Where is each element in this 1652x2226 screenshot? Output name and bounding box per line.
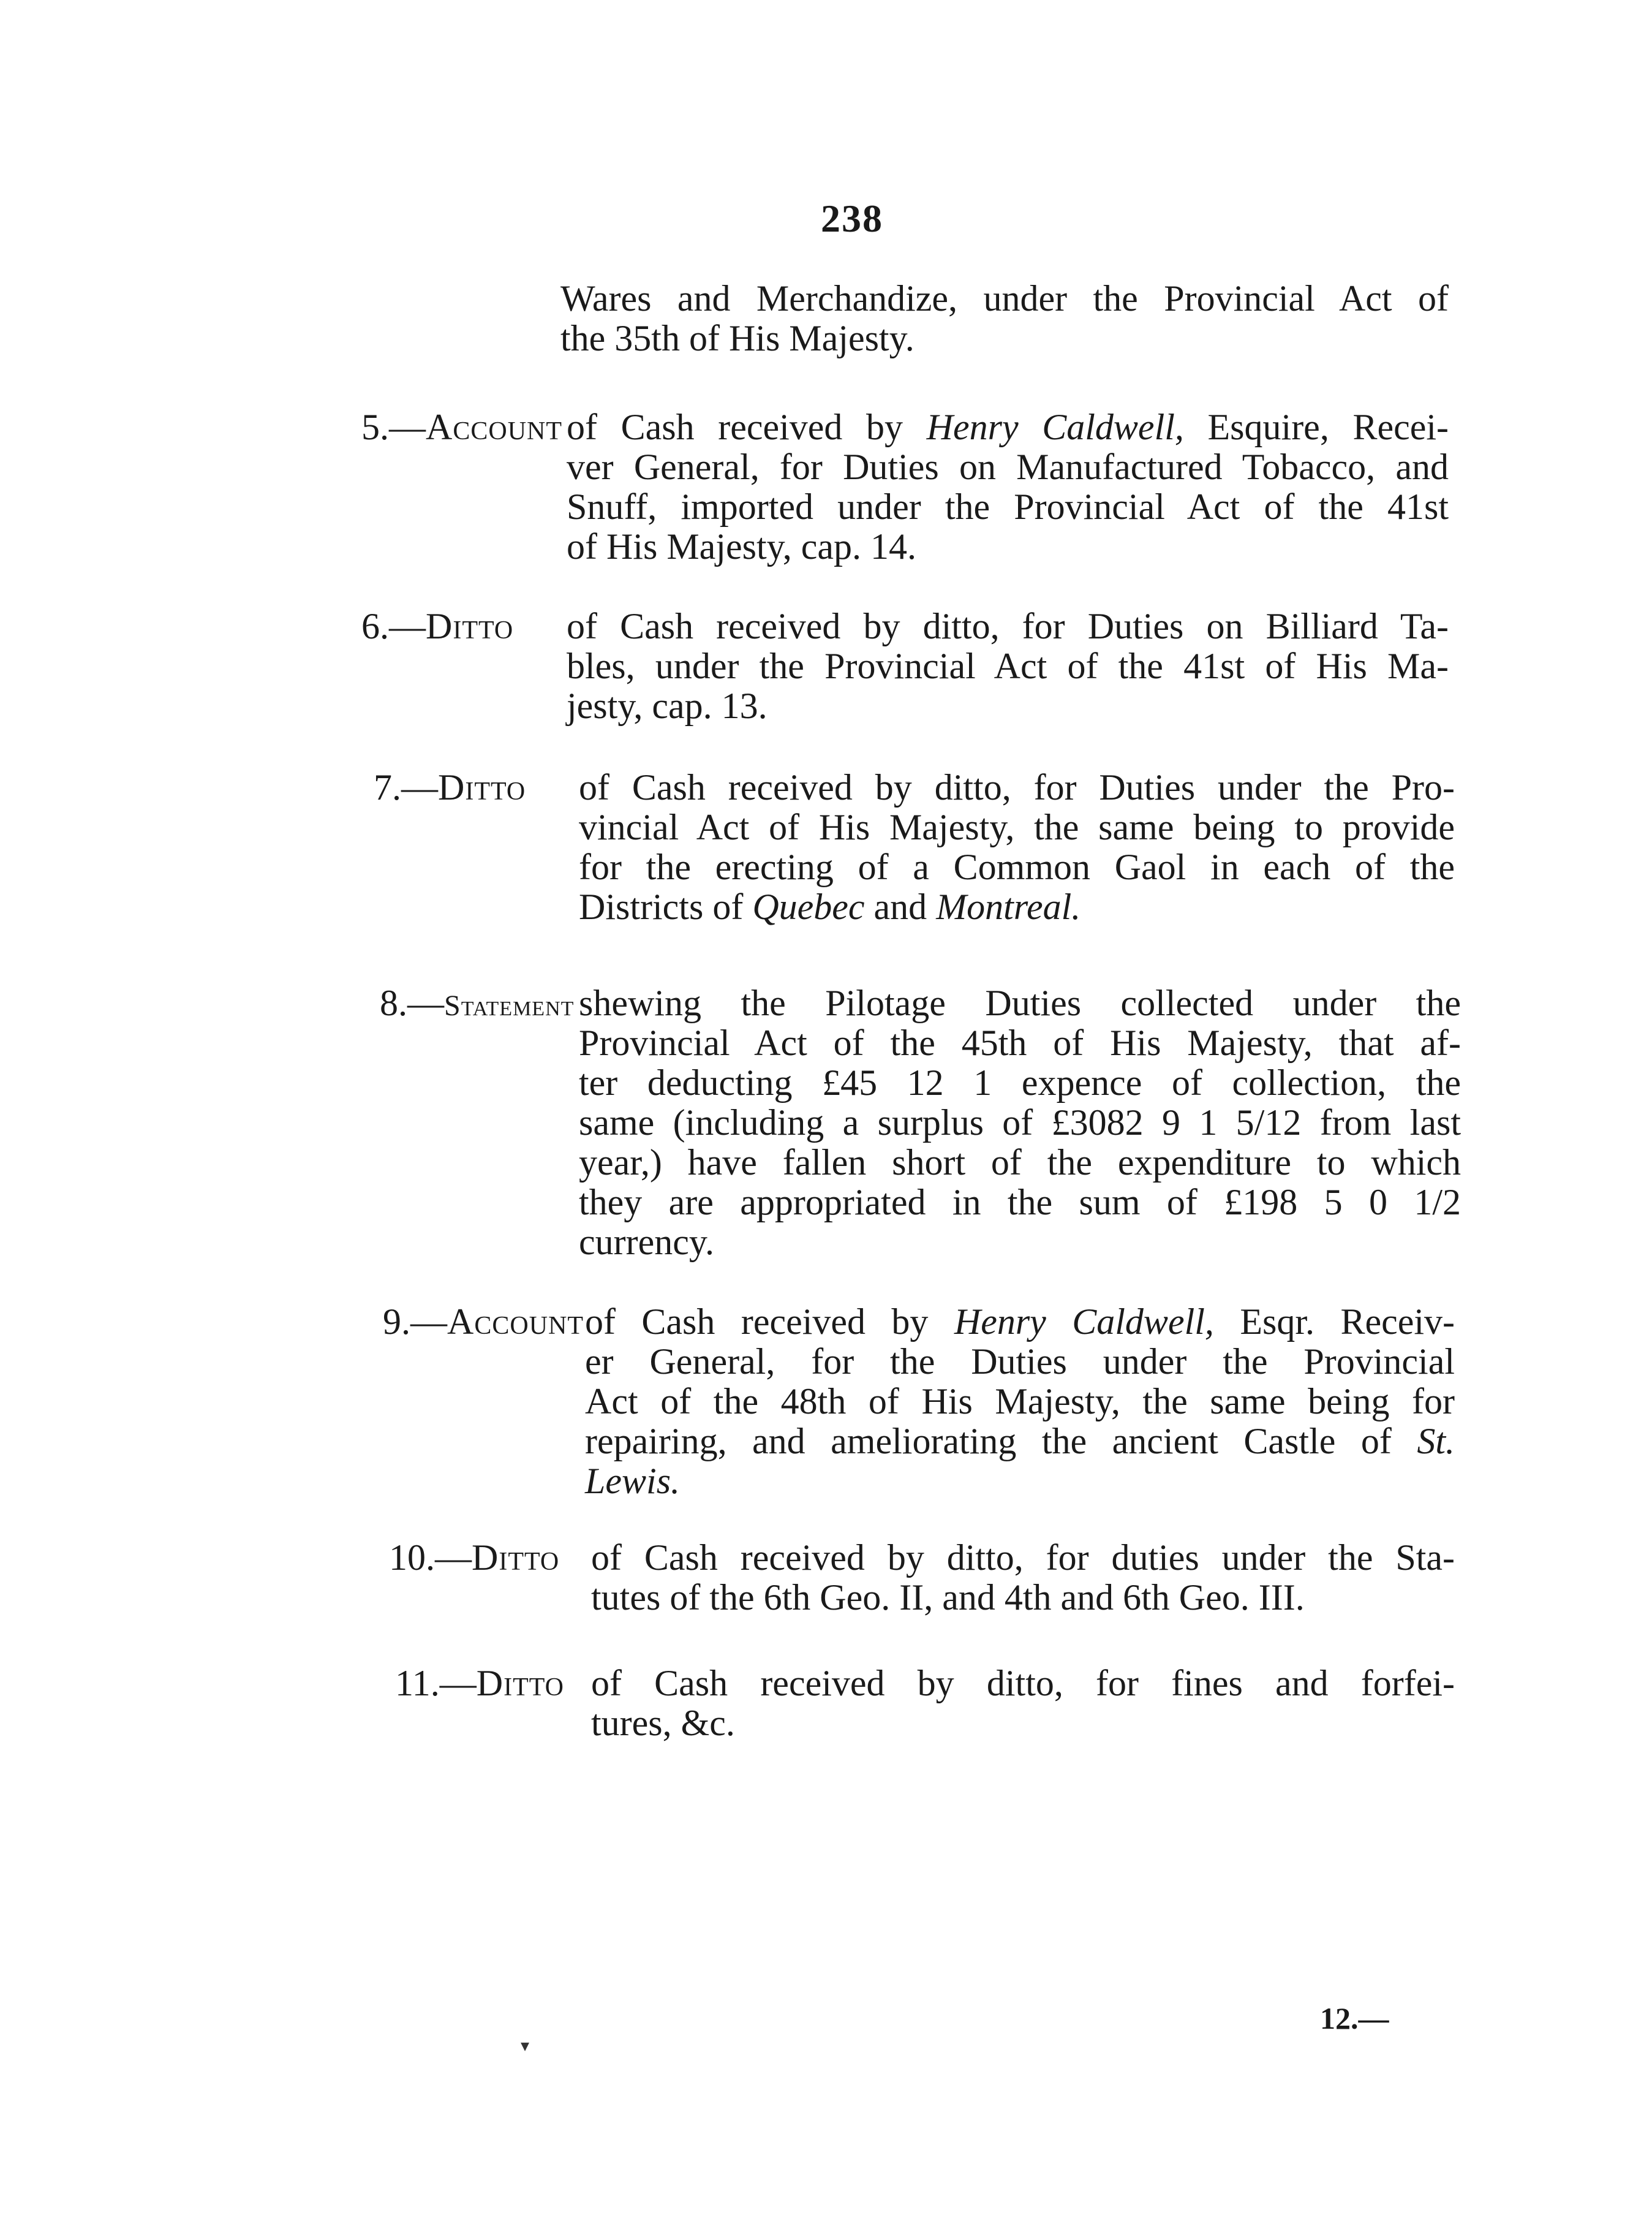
- text-line: shewing the Pilotage Duties collected under the: [579, 983, 1461, 1023]
- text-line: ter deducting £45 12 1 expence of collection, the: [579, 1062, 1461, 1103]
- text-line: Districts of Quebec and Montreal.: [579, 887, 1081, 927]
- text-line: for the erecting of a Common Gaol in each of the: [579, 847, 1455, 887]
- text-line: er General, for the Duties under the Provincial: [585, 1341, 1455, 1382]
- catchword: 12.—: [1320, 2001, 1389, 2035]
- text-line: Act of the 48th of His Majesty, the same being for: [585, 1381, 1455, 1422]
- text-line: currency.: [579, 1222, 714, 1262]
- text-line: ver General, for Duties on Manufactured Tobacco, and: [567, 447, 1449, 487]
- entry-number: 11.—Ditto: [395, 1663, 564, 1703]
- text-line: jesty, cap. 13.: [567, 686, 768, 726]
- list-item-5: [361, 407, 1449, 567]
- text-line: Lewis.: [585, 1461, 681, 1501]
- text-line: of Cash received by ditto, for duties under the Sta-: [591, 1537, 1455, 1578]
- text-line: of Cash received by Henry Caldwell, Esquire, Recei-: [567, 407, 1449, 447]
- entry-number: 5.—Account: [361, 407, 563, 447]
- text-line: bles, under the Provincial Act of the 41st of His Ma-: [567, 646, 1449, 686]
- list-item-8: [380, 983, 1461, 1262]
- text-line: of Cash received by ditto, for Duties under the Pro-: [579, 767, 1455, 808]
- text-line: Snuff, imported under the Provincial Act of the 41st: [567, 486, 1449, 527]
- text-line: of Cash received by ditto, for fines and forfei-: [591, 1663, 1455, 1703]
- entry-number: 8.—Statement: [380, 983, 575, 1023]
- text-line: of Cash received by ditto, for Duties on Billiard Ta-: [567, 606, 1449, 646]
- page-number: 238: [821, 197, 883, 240]
- text-line: they are appropriated in the sum of £198 5 0 1/2: [579, 1182, 1461, 1222]
- text-line: year,) have fallen short of the expenditure to which: [579, 1142, 1461, 1183]
- text-line: tutes of the 6th Geo. II, and 4th and 6th Geo. III.: [591, 1577, 1305, 1618]
- list-item-10: [389, 1537, 1455, 1618]
- list-item-11: [395, 1663, 1455, 1743]
- text-line: repairing, and ameliorating the ancient Castle of St.: [585, 1421, 1455, 1461]
- entry-number: 9.—Account: [383, 1301, 584, 1342]
- text-line: tures, &c.: [591, 1703, 735, 1743]
- text-line: Wares and Merchandize, under the Provincial Act of: [560, 278, 1449, 319]
- text-line: of Cash received by Henry Caldwell, Esqr. Receiv-: [585, 1301, 1455, 1342]
- text-line: of His Majesty, cap. 14.: [567, 526, 916, 567]
- text-line: vincial Act of His Majesty, the same being to provide: [579, 807, 1455, 847]
- text-line: the 35th of His Majesty.: [560, 318, 915, 358]
- list-item-9: [383, 1301, 1455, 1501]
- entry-number: 10.—Ditto: [389, 1537, 560, 1578]
- entry-number: 6.—Ditto: [361, 606, 514, 646]
- list-item-6: [361, 606, 1449, 726]
- ink-speck: ▾: [521, 2037, 530, 2056]
- list-item-7: [374, 767, 1455, 927]
- text-line: same (including a surplus of £3082 9 1 5/12 from last: [579, 1102, 1461, 1143]
- entry-number: 7.—Ditto: [374, 767, 526, 808]
- continuation-paragraph: [560, 279, 1449, 358]
- text-line: Provincial Act of the 45th of His Majesty, that af-: [579, 1023, 1461, 1063]
